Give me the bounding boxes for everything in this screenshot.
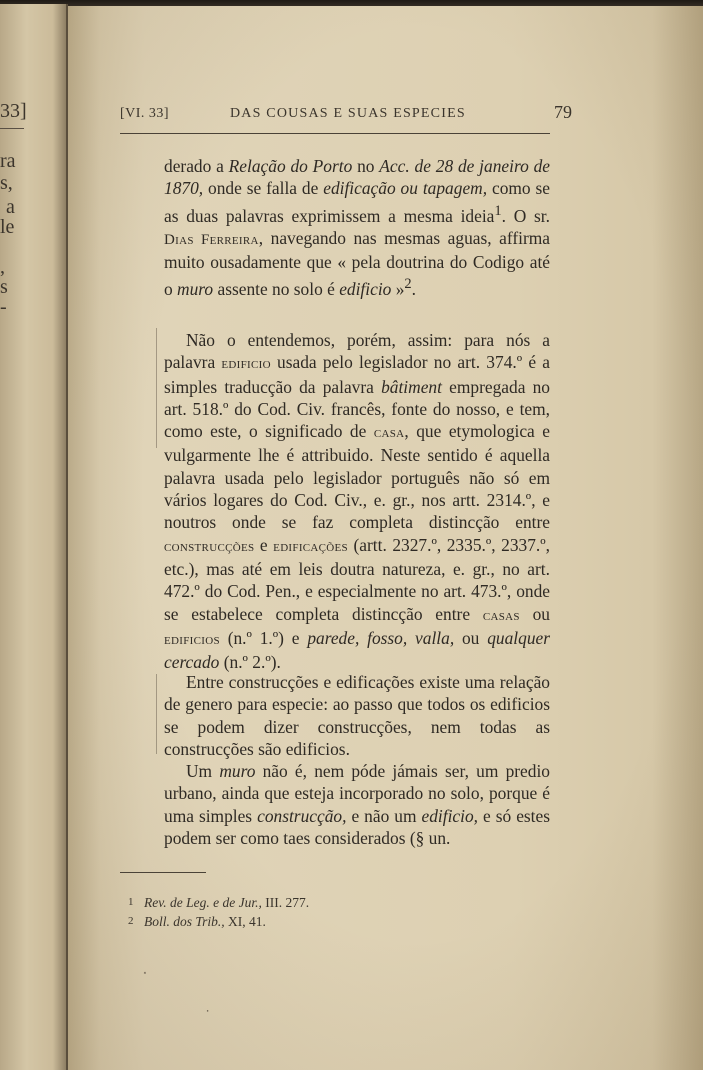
footnote-1: 1 Rev. de Leg. e de Jur., III. 277.	[128, 895, 310, 910]
footnotes	[128, 893, 448, 931]
prev-page-fragment: s	[0, 276, 8, 298]
footnote-ref-1: 1	[494, 202, 502, 219]
footnote-rule	[120, 872, 206, 873]
running-header	[120, 102, 572, 126]
footnote-2: 2 Boll. dos Trib., XI, 41.	[128, 914, 266, 929]
paragraph-4: Um muro não é, nem póde jámais ser, um predio urbano, ainda que esteja incorporado no solo, porque é uma simples construcção, e não um edificio, e só estes podem ser como taes considerados (§ un.	[164, 761, 550, 849]
paragraph-1: derado a Relação do Porto no Acc. de 28 de janeiro de 1870, onde se falla de edificação ou tapagem, como se as duas palavras exprimissem a mesma ideia$^1$. O sr. Dias Ferreira, navegando nas mesmas aguas, affirma muito ousadamente que « pela doutrina do Codigo até o muro assente no solo é edificio »$^2$.	[164, 156, 550, 300]
prev-page-fragment: 33]	[0, 100, 27, 122]
prev-page-fragment: ,	[0, 256, 5, 278]
ink-speck: ⸱	[206, 1004, 210, 1018]
prev-page-fragment: a	[6, 196, 15, 218]
prev-page-fragment: s,	[0, 172, 13, 194]
paragraph-2: Não o entendemos, porém, assim: para nós a palavra edificio usada pelo legislador no art. 374.º é a simples traducção da palavra bâtiment empregada no art. 518.º do Cod. Civ. francês, fonte do nosso, e tem, como este, o significado de casa, que etymologica e vulgarmente lhe é attribuido. Neste sentido é aquella palavra usada pelo legislador português não só em vários logares do Cod. Civ., e. gr., nos artt. 2314.º, e noutros onde se faz completa distincção entre construcções e edificações (artt. 2327.º, 2335.º, 2337.º, etc.), mas até em leis doutra natureza, e. gr., no art. 472.º do Cod. Pen., e especialmente no art. 473.º, onde se estabelece completa distincção entre casas ou edificios (n.º 1.º) e parede, fosso, valla, ou qualquer cercado (n.º 2.º).	[164, 330, 550, 673]
section-reference: [VI. 33]	[120, 106, 170, 121]
book-page	[68, 6, 703, 1070]
previous-page-edge	[0, 4, 68, 1070]
prev-page-fragment: -	[0, 296, 7, 318]
author-name: Dias Ferreira	[164, 231, 259, 248]
ink-speck: ⸼	[144, 960, 147, 974]
running-title: DAS COUSAS E SUAS ESPECIES	[230, 106, 466, 121]
paragraph-3: Entre construcções e edificações existe uma relação de genero para especie: ao passo que todos os edificios se podem dizer construcções, nem todas as construcções são edificios. Um muro não é, nem póde jámais ser, um predio urbano, ainda que esteja incorporado no solo, porque é uma simples construcção, e não um edificio, e só estes podem ser como taes considerados (§ un.	[164, 672, 550, 849]
header-rule	[120, 133, 550, 134]
prev-page-fragment: le	[0, 216, 15, 238]
prev-page-rule	[0, 128, 24, 129]
footnote-ref-2: 2	[404, 276, 412, 293]
page-number: 79	[554, 102, 572, 122]
pencil-margin-mark	[156, 328, 157, 448]
prev-page-fragment: ra	[0, 150, 16, 172]
pencil-margin-mark	[156, 674, 157, 754]
